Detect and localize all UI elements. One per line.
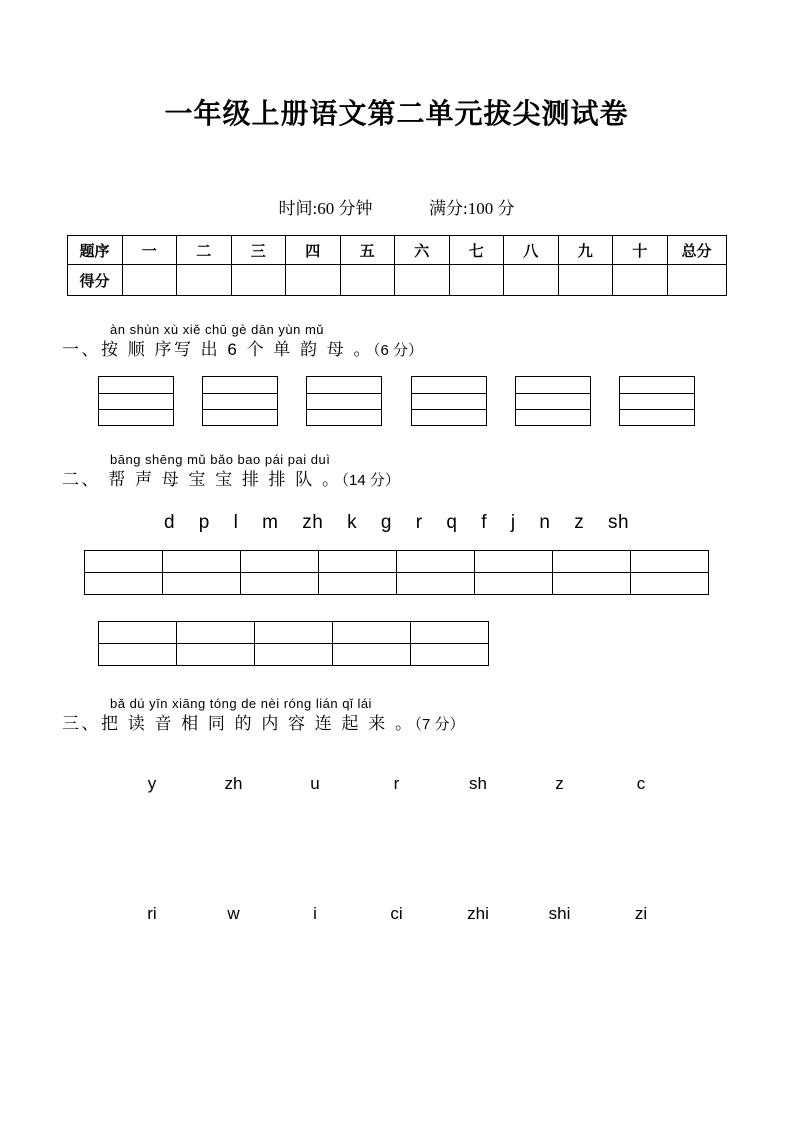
answer-cell[interactable] [177, 622, 255, 644]
pinyin-box-row [62, 376, 731, 426]
section-three-title-text: 三、把 读 音 相 同 的 内 容 连 起 来 。 [62, 714, 415, 733]
answer-cell[interactable] [99, 622, 177, 644]
section-one [0, 322, 793, 426]
letter-item: zh [302, 512, 324, 533]
answer-cell[interactable] [631, 573, 709, 595]
match-row-top [62, 774, 731, 794]
section-three-score: （7 分） [414, 716, 465, 733]
match-item-top[interactable]: sh [469, 774, 487, 793]
pinyin-write-box[interactable] [619, 376, 695, 426]
score-table-header-cell: 一 [122, 236, 177, 265]
answer-cell[interactable] [85, 573, 163, 595]
answer-cell[interactable] [241, 551, 319, 573]
pinyin-write-box[interactable] [98, 376, 174, 426]
section-two-title [62, 465, 731, 490]
match-item-bottom[interactable]: shi [548, 904, 571, 923]
answer-cell[interactable] [631, 551, 709, 573]
section-three [0, 696, 793, 924]
match-item-bottom[interactable]: ri [147, 904, 157, 923]
score-input-cell[interactable] [504, 265, 559, 296]
table-row [67, 265, 726, 296]
letter-item: g [380, 512, 392, 533]
match-item-top[interactable]: z [555, 774, 564, 793]
letter-item: n [539, 512, 551, 533]
score-input-cell[interactable] [231, 265, 286, 296]
section-two-pinyin: bāng shēng mǔ bǎo bao pái pai duì [110, 452, 331, 467]
match-item-bottom[interactable]: w [227, 904, 240, 923]
answer-cell[interactable] [319, 551, 397, 573]
match-item-bottom[interactable]: zi [634, 904, 648, 923]
score-table-header-cell: 四 [286, 236, 341, 265]
pinyin-write-box[interactable] [306, 376, 382, 426]
score-table-header-cell: 六 [395, 236, 450, 265]
match-row-bottom [62, 904, 731, 924]
answer-cell[interactable] [255, 622, 333, 644]
answer-grid-small-wrap [62, 621, 731, 666]
answer-grid-small [98, 621, 489, 666]
match-item-bottom[interactable]: ci [390, 904, 403, 923]
answer-cell[interactable] [99, 644, 177, 666]
letter-item: r [415, 512, 423, 533]
letter-bank [62, 512, 731, 534]
table-row [85, 551, 709, 573]
match-item-top[interactable]: r [393, 774, 400, 793]
answer-cell[interactable] [333, 644, 411, 666]
answer-grid-big [84, 550, 709, 595]
score-table-header-cell: 五 [340, 236, 395, 265]
pinyin-write-box[interactable] [515, 376, 591, 426]
pinyin-write-box[interactable] [202, 376, 278, 426]
score-input-cell-total[interactable] [667, 265, 726, 296]
answer-cell[interactable] [319, 573, 397, 595]
section-one-score: （6 分） [372, 342, 423, 359]
table-row [67, 236, 726, 265]
answer-cell[interactable] [85, 551, 163, 573]
section-one-title-text: 一、按 顺 序写 出 6 个 单 韵 母 。 [62, 340, 373, 359]
match-item-bottom[interactable]: zhi [467, 904, 489, 923]
pinyin-write-box[interactable] [411, 376, 487, 426]
letter-item: z [574, 512, 585, 533]
answer-cell[interactable] [397, 551, 475, 573]
score-input-cell[interactable] [449, 265, 504, 296]
score-table-header-cell: 八 [504, 236, 559, 265]
answer-cell[interactable] [163, 551, 241, 573]
letter-item: l [233, 512, 239, 533]
answer-cell[interactable] [475, 551, 553, 573]
letter-item: d [163, 512, 176, 533]
score-table-header-cell: 七 [449, 236, 504, 265]
answer-grid-big-wrap [62, 550, 731, 595]
answer-cell[interactable] [163, 573, 241, 595]
answer-cell[interactable] [255, 644, 333, 666]
section-two-score: （14 分） [341, 472, 400, 489]
letter-item: q [446, 512, 458, 533]
exam-meta [0, 194, 793, 219]
table-row [99, 644, 489, 666]
time-label: 时间:60 分钟 [278, 199, 373, 218]
score-table-row-label: 得分 [67, 265, 122, 296]
score-input-cell[interactable] [122, 265, 177, 296]
match-item-top[interactable]: u [310, 774, 320, 793]
score-table-header-cell: 二 [177, 236, 232, 265]
score-table-header-cell-total: 总分 [667, 236, 726, 265]
section-three-pinyin: bǎ dú yīn xiāng tóng de nèi róng lián qǐ lái [110, 696, 372, 711]
answer-cell[interactable] [475, 573, 553, 595]
letter-item: k [347, 512, 358, 533]
letter-item: m [262, 512, 279, 533]
score-table-header-cell: 九 [558, 236, 613, 265]
match-item-bottom[interactable]: i [313, 904, 317, 923]
section-two [0, 452, 793, 666]
section-two-title-text: 二、 帮 声 母 宝 宝 排 排 队 。 [62, 470, 342, 489]
score-input-cell[interactable] [177, 265, 232, 296]
match-item-top[interactable]: zh [224, 774, 243, 793]
section-one-pinyin: àn shùn xù xiě chū gè dān yùn mǔ [110, 322, 325, 337]
letter-item: j [510, 512, 516, 533]
score-input-cell[interactable] [613, 265, 668, 296]
score-table-wrap [67, 235, 727, 296]
answer-cell[interactable] [553, 573, 631, 595]
score-input-cell[interactable] [395, 265, 450, 296]
answer-cell[interactable] [397, 573, 475, 595]
letter-item: f [481, 512, 488, 533]
letter-item: sh [607, 512, 630, 533]
letter-item: p [198, 512, 210, 533]
answer-cell[interactable] [553, 551, 631, 573]
section-one-title [62, 335, 731, 360]
score-table-header-cell: 十 [613, 236, 668, 265]
score-input-cell[interactable] [558, 265, 613, 296]
table-row [99, 622, 489, 644]
answer-cell[interactable] [411, 622, 489, 644]
score-table-header-cell: 三 [231, 236, 286, 265]
answer-cell[interactable] [241, 573, 319, 595]
match-item-top[interactable]: c [636, 774, 646, 793]
section-three-title [62, 709, 731, 734]
page-title: 一年级上册语文第二单元拔尖测试卷 [164, 98, 629, 129]
answer-cell[interactable] [333, 622, 411, 644]
total-score-label: 满分:100 分 [429, 199, 515, 218]
table-row [85, 573, 709, 595]
score-table [67, 235, 727, 296]
answer-cell[interactable] [411, 644, 489, 666]
answer-cell[interactable] [177, 644, 255, 666]
score-table-row-label: 题序 [67, 236, 122, 265]
score-input-cell[interactable] [340, 265, 395, 296]
score-input-cell[interactable] [286, 265, 341, 296]
match-item-top[interactable]: y [147, 774, 157, 793]
